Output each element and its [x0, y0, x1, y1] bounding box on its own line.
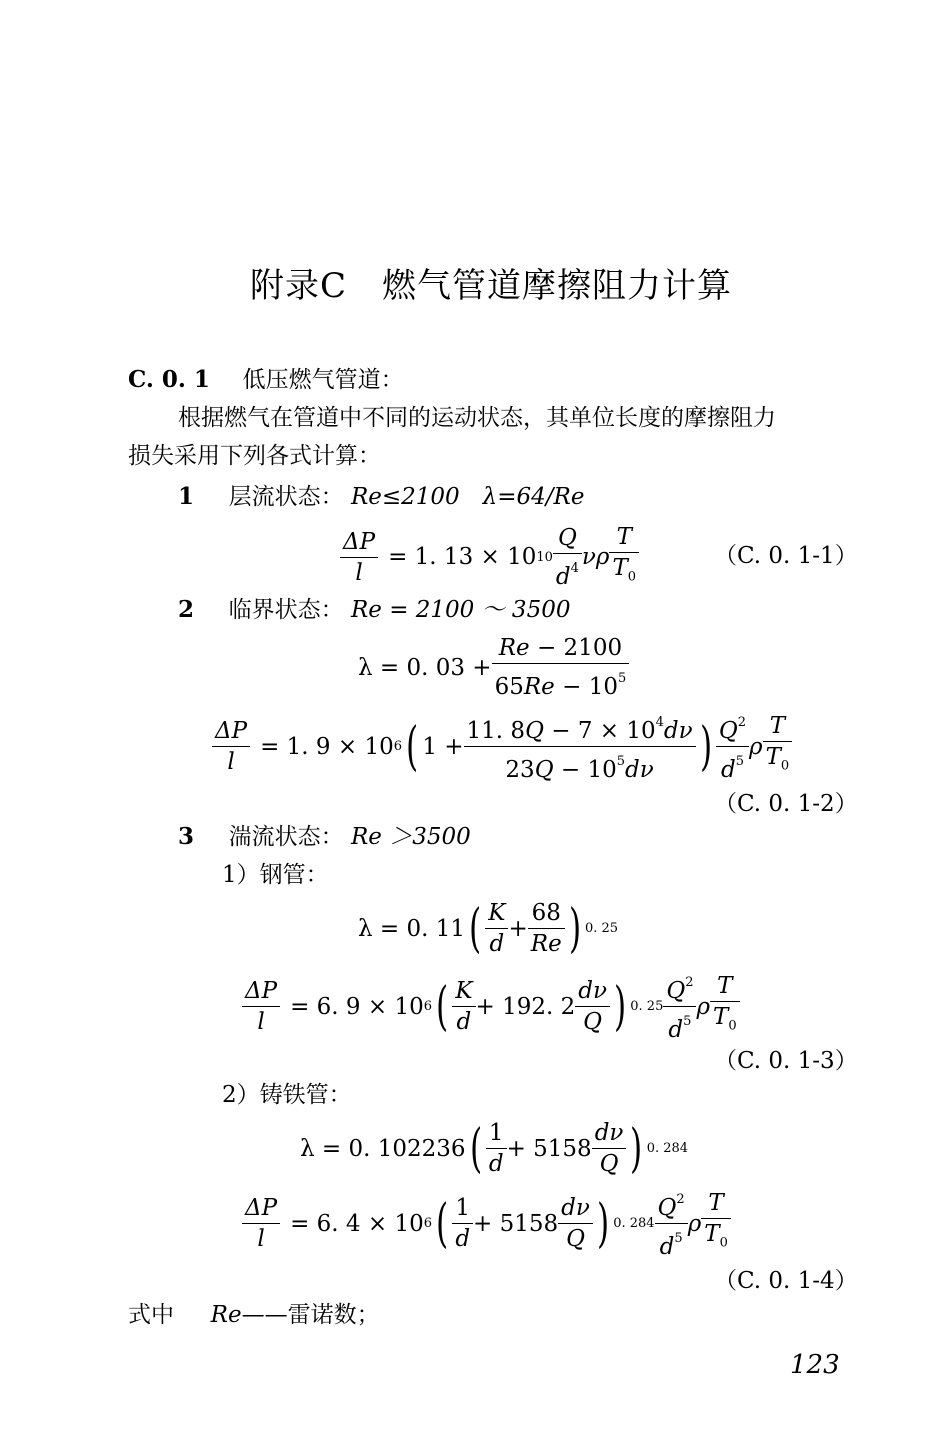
- equation-lambda-steel: λ = 0. 11 ( $\frac{K}{d}$ + $\frac{68}{Re}$ ) 0. 25: [358, 898, 619, 959]
- where-clause: [128, 1300, 380, 1330]
- equation-c-0-1-4: $\frac{\Delta P}{l}$ = 6. 4 × 10 6 ( $\frac{1}{d}$ + 5158 $\frac{d\nu}{Q}$ ) 0. 284 $\frac{Q^2}{d^5}$ ρ $\frac{T}{T_0}$: [242, 1185, 731, 1262]
- item-1-label: 层流状态：: [228, 484, 344, 510]
- item-1-number: 1: [178, 483, 195, 510]
- item-3-condition: Re ＞3500: [350, 824, 471, 850]
- where-prefix: 式中: [128, 1302, 174, 1328]
- equation-c-0-1-2: $\frac{\Delta P}{l}$ = 1. 9 × 10 6 ( 1 + $\frac{11. 8Q - 7 \times 10^4d\nu}{23Q - 10^5d\nu}$ ) $\frac{Q^2}{d^5}$ ρ $\frac{T}{T_0}$: [212, 708, 792, 785]
- item-2-condition: Re = 2100 ～ 3500: [350, 597, 571, 623]
- intro-line-2: 损失采用下列各式计算：: [128, 443, 381, 469]
- where-symbol: Re: [210, 1302, 242, 1328]
- equation-lambda-critical: λ = 0. 03 + $\frac{Re - 2100}{65Re - 10^5}$: [358, 633, 629, 702]
- item-1: [178, 482, 584, 512]
- item-3-label: 湍流状态：: [228, 824, 344, 850]
- equation-number-4: （C. 0. 1-4）: [714, 1268, 858, 1294]
- equation-number-3: （C. 0. 1-3）: [714, 1048, 858, 1074]
- item-2-label: 临界状态：: [228, 597, 344, 623]
- sub-item-steel: 1）钢管：: [222, 862, 329, 888]
- item-2: [178, 595, 570, 625]
- clause-number: C. 0. 1: [128, 366, 210, 393]
- sub-item-cast-iron: 2）铸铁管：: [222, 1082, 352, 1108]
- item-3-number: 3: [178, 823, 195, 850]
- equation-lambda-cast-iron: λ = 0. 102236 ( $\frac{1}{d}$ + 5158 $\frac{d\nu}{Q}$ ) 0. 284: [300, 1118, 689, 1179]
- where-definition: ——雷诺数；: [241, 1302, 380, 1328]
- clause-heading: [128, 365, 404, 395]
- item-3: [178, 822, 471, 852]
- clause-title: 低压燃气管道：: [242, 367, 404, 393]
- equation-number-2: （C. 0. 1-2）: [714, 791, 858, 817]
- item-1-condition: Re≤2100 λ=64/Re: [350, 484, 585, 510]
- page-number: 123: [790, 1350, 840, 1380]
- page-title: 附录C 燃气管道摩擦阻力计算: [250, 266, 733, 306]
- item-2-number: 2: [178, 596, 195, 623]
- intro-line-1: 根据燃气在管道中不同的运动状态，其单位长度的摩擦阻力: [178, 405, 776, 431]
- equation-c-0-1-1: $\frac{\Delta P}{l}$ = 1. 13 × 10 10 $\frac{Q}{d^4}$ νρ $\frac{T}{T_0}$: [340, 522, 639, 593]
- equation-c-0-1-3: $\frac{\Delta P}{l}$ = 6. 9 × 10 6 ( $\frac{K}{d}$ + 192. 2 $\frac{d\nu}{Q}$ ) 0. 25 $\frac{Q^2}{d^5}$ ρ $\frac{T}{T_0}$: [242, 968, 740, 1045]
- equation-number-1: （C. 0. 1-1）: [714, 543, 858, 569]
